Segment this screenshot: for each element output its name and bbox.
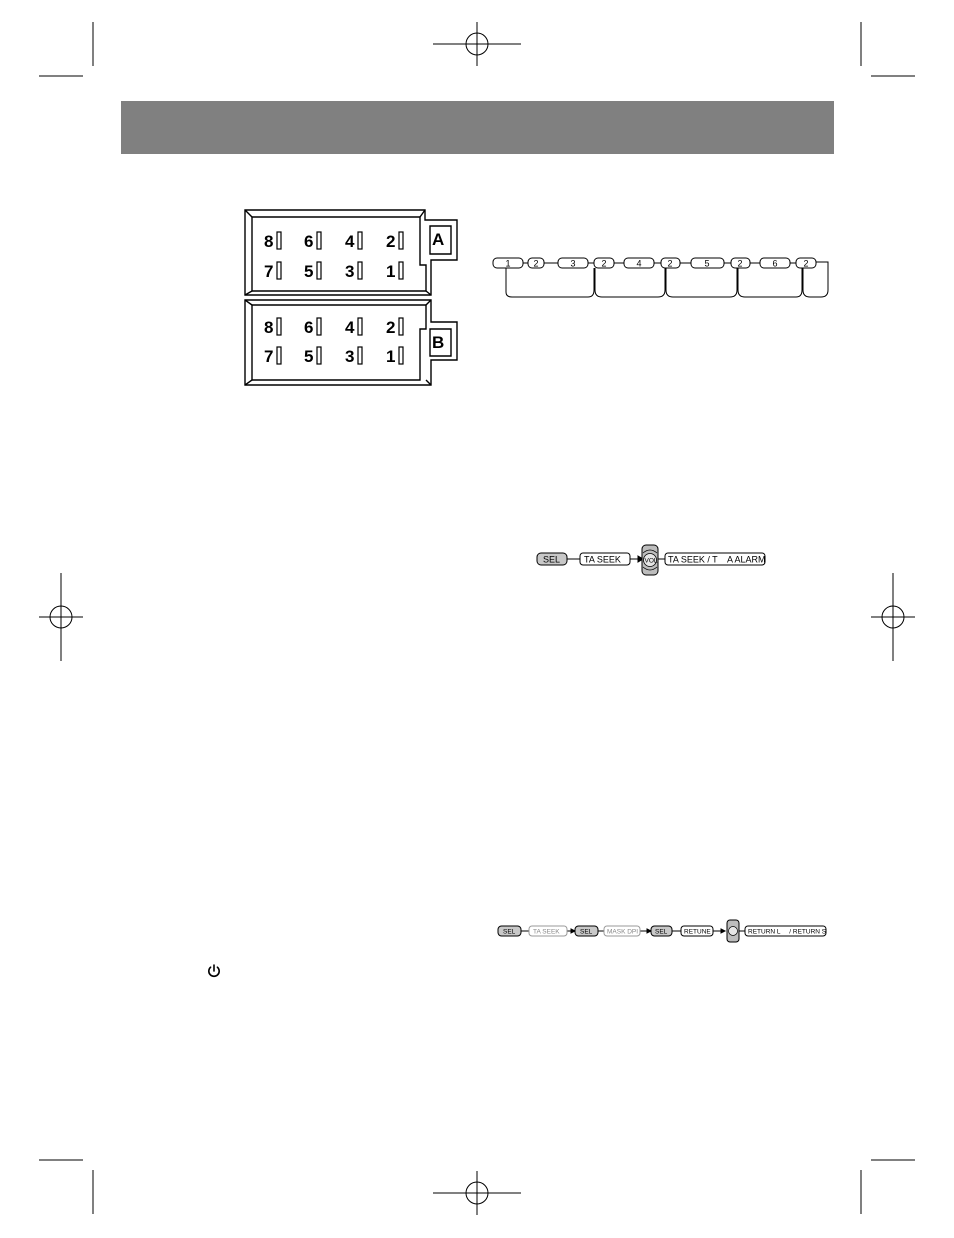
mask-dpi-label: MASK DPI (607, 928, 639, 936)
step-label: 2 (601, 258, 607, 269)
sel-label: SEL (503, 928, 516, 936)
station-label: 1 (505, 258, 511, 269)
block-b-pin: 6 (304, 318, 314, 337)
knob-label: VOL (644, 557, 658, 565)
ta-seek-flow (530, 542, 770, 578)
registration-mark (433, 22, 521, 66)
power-icon (206, 963, 222, 979)
block-a-pin: 7 (264, 262, 274, 281)
block-a-pin: 5 (304, 262, 314, 281)
block-b-label: B (432, 333, 445, 352)
station-label: 4 (636, 258, 642, 269)
station-label: 6 (772, 258, 778, 269)
block-a-pin: 3 (345, 262, 355, 281)
station-label: 5 (704, 258, 710, 269)
pin-slot (317, 262, 321, 279)
block-b-pin: 7 (264, 347, 274, 366)
pin-slot (358, 347, 362, 364)
block-b-pin: 3 (345, 347, 355, 366)
pin-slot (399, 262, 403, 279)
pin-slot (358, 318, 362, 335)
sel-label: SEL (655, 928, 668, 936)
menu-flow (494, 918, 830, 946)
block-a-pin: 6 (304, 232, 314, 251)
retune-label: RETUNE (684, 928, 711, 936)
pin-slot (317, 347, 321, 364)
preset-sequence-diagram (488, 252, 838, 304)
pin-slot (317, 232, 321, 249)
loop-arrow (738, 268, 802, 297)
sel-button-label: SEL (543, 554, 561, 565)
step-label: 2 (667, 258, 673, 269)
pin-slot (277, 347, 281, 364)
registration-mark (39, 573, 83, 661)
pin-slot (399, 318, 403, 335)
block-b-pin: 1 (386, 347, 396, 366)
ta-result-label: TA SEEK / T A ALARM (668, 554, 766, 565)
block-b-pin: 4 (345, 318, 355, 337)
block-a-pin: 1 (386, 262, 396, 281)
station-label: 3 (570, 258, 576, 269)
pin-slot (358, 262, 362, 279)
block-a-pin: 8 (264, 232, 274, 251)
block-a-pin: 4 (345, 232, 355, 251)
pin-slot (277, 232, 281, 249)
connector-block-b (245, 300, 457, 385)
pin-slot (358, 232, 362, 249)
block-a-label: A (432, 230, 445, 249)
return-result-label: RETURN L / RETURN S (748, 928, 827, 936)
pin-slot (317, 318, 321, 335)
block-b-pin: 8 (264, 318, 274, 337)
ta-seek-label: TA SEEK (584, 554, 621, 565)
sel-label: SEL (580, 928, 593, 936)
pin-slot (399, 347, 403, 364)
loop-arrow (506, 268, 594, 297)
volume-knob-icon[interactable] (642, 545, 658, 575)
ta-seek-label: TA SEEK (533, 928, 560, 936)
loop-arrow (666, 268, 737, 297)
step-label: 2 (803, 258, 809, 269)
loop-arrow (595, 268, 665, 297)
pin-slot (399, 232, 403, 249)
step-label: 2 (533, 258, 539, 269)
connector-block-a (245, 210, 457, 295)
block-b-pin: 2 (386, 318, 396, 337)
registration-mark (871, 573, 915, 661)
step-label: 2 (737, 258, 743, 269)
block-b-pin: 5 (304, 347, 314, 366)
pin-slot (277, 318, 281, 335)
registration-mark (433, 1171, 521, 1215)
iso-connector-diagram (240, 205, 465, 390)
header-bar (121, 101, 834, 154)
block-a-pin: 2 (386, 232, 396, 251)
pin-slot (277, 262, 281, 279)
volume-knob-icon[interactable] (727, 920, 739, 942)
